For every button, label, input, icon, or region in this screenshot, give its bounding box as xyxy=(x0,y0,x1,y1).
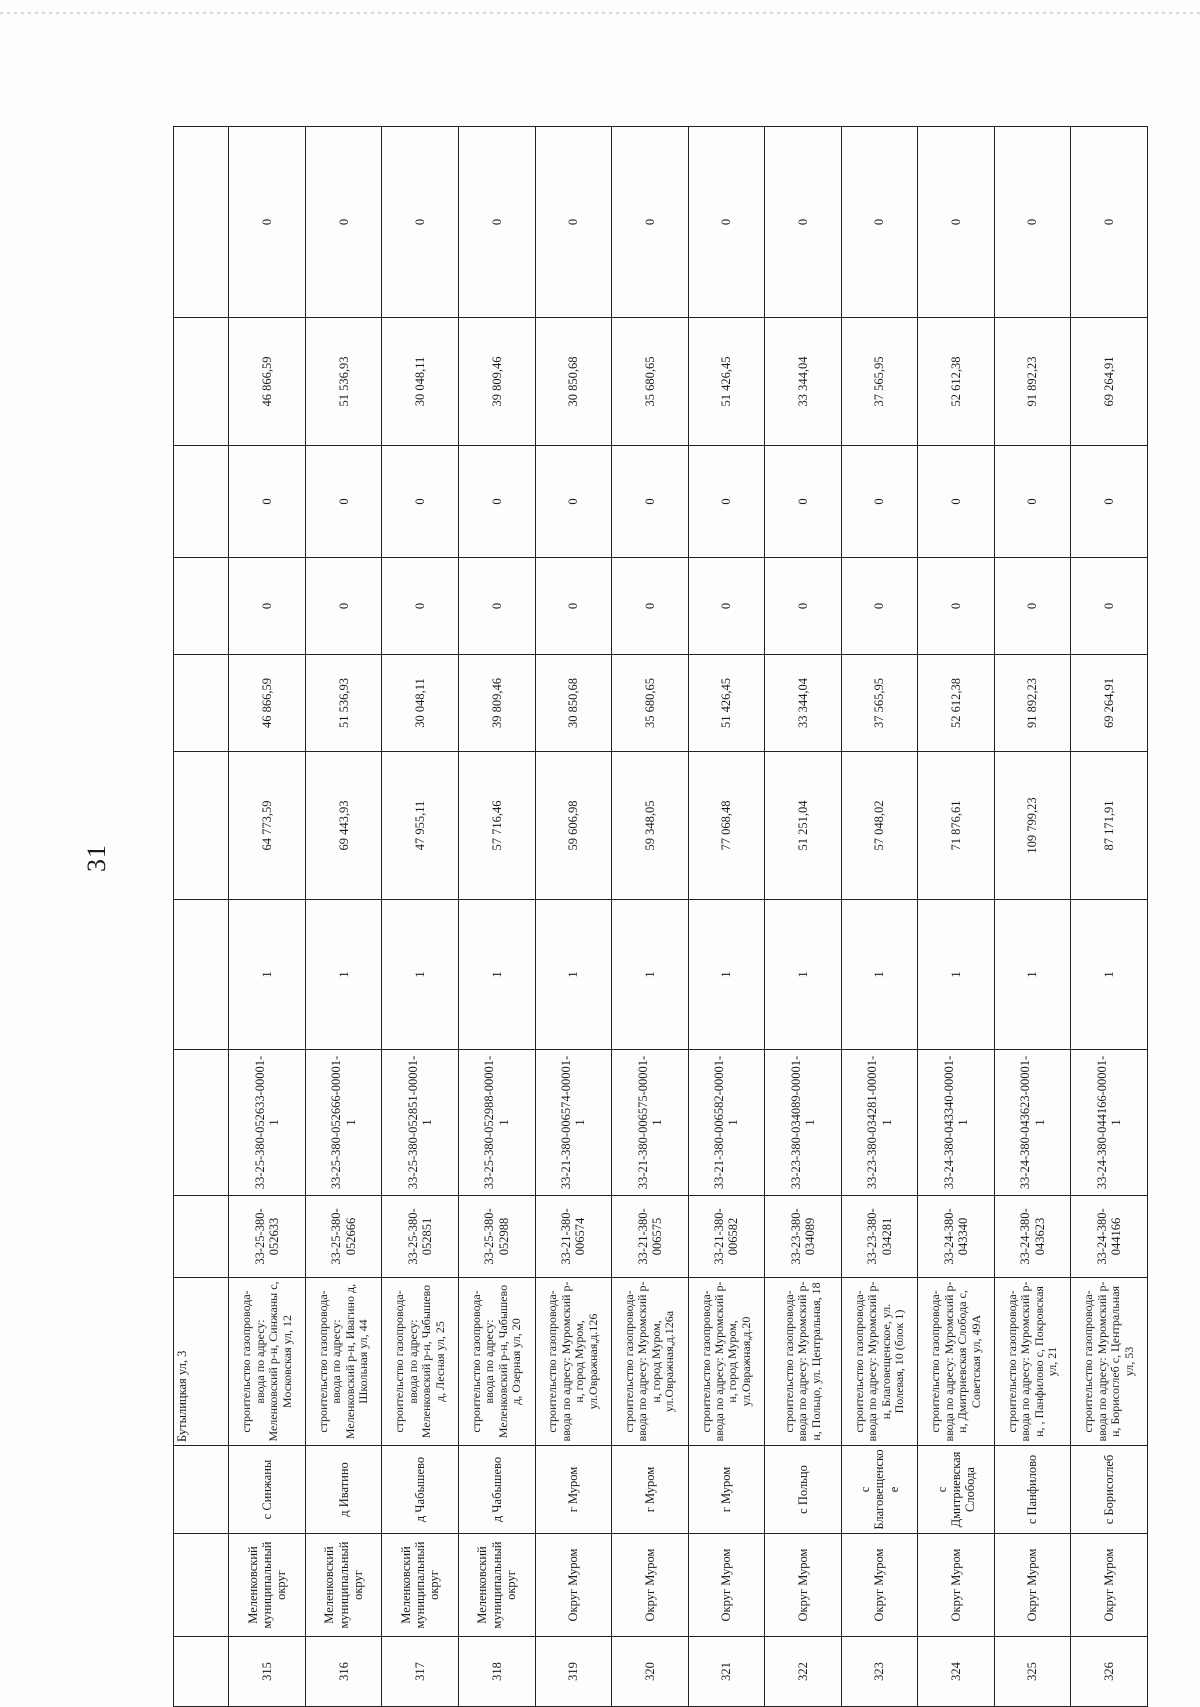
code-short-cell: 33-25-380-052988 xyxy=(459,1196,536,1278)
value-cell-4: 37 565,95 xyxy=(841,318,918,446)
object-cell: строительство газопровода-ввода по адресу: Меленковский р-н, Чабышево д, Лесная ул, 25 xyxy=(382,1278,459,1446)
table-cell xyxy=(174,318,229,446)
code-short-cell: 33-24-380-044166 xyxy=(1071,1196,1148,1278)
value-cell-3: 0 xyxy=(841,446,918,558)
cost-total-cell: 57 716,46 xyxy=(459,752,536,900)
value-cell-2: 0 xyxy=(305,558,382,655)
district-cell: Округ Муром xyxy=(1071,1534,1148,1637)
row-number: 323 xyxy=(841,1637,918,1707)
value-cell-2: 0 xyxy=(1071,558,1148,655)
code-full-cell: 33-25-380-052633-00001-1 xyxy=(229,1050,306,1196)
code-short-cell: 33-23-380-034281 xyxy=(841,1196,918,1278)
value-cell-2: 0 xyxy=(535,558,612,655)
quantity-cell: 1 xyxy=(305,900,382,1050)
value-cell-5: 0 xyxy=(305,127,382,318)
value-cell-3: 0 xyxy=(994,446,1071,558)
row-number: 315 xyxy=(229,1637,306,1707)
value-cell-5: 0 xyxy=(994,127,1071,318)
table-row xyxy=(305,127,382,1707)
value-cell-2: 0 xyxy=(459,558,536,655)
value-cell-3: 0 xyxy=(305,446,382,558)
value-cell-1: 51 536,93 xyxy=(305,655,382,752)
address-fragment-cell: Бутылицкая ул, 3 xyxy=(174,1278,229,1446)
row-number: 324 xyxy=(918,1637,995,1707)
gas-pipeline-table xyxy=(173,126,1148,1707)
table-row xyxy=(1071,127,1148,1707)
value-cell-5: 0 xyxy=(918,127,995,318)
table-row xyxy=(382,127,459,1707)
quantity-cell: 1 xyxy=(994,900,1071,1050)
value-cell-1: 46 866,59 xyxy=(229,655,306,752)
quantity-cell: 1 xyxy=(612,900,689,1050)
quantity-cell: 1 xyxy=(535,900,612,1050)
row-number: 320 xyxy=(612,1637,689,1707)
quantity-cell: 1 xyxy=(688,900,765,1050)
object-cell: строительство газопровода-ввода по адресу: Муромский р-н, Польцо, ул. Центральная, 18 xyxy=(765,1278,842,1446)
value-cell-2: 0 xyxy=(994,558,1071,655)
table-cell xyxy=(174,1534,229,1637)
value-cell-2: 0 xyxy=(765,558,842,655)
code-short-cell: 33-24-380-043340 xyxy=(918,1196,995,1278)
code-full-cell: 33-24-380-043623-00001-1 xyxy=(994,1050,1071,1196)
value-cell-5: 0 xyxy=(535,127,612,318)
value-cell-1: 69 264,91 xyxy=(1071,655,1148,752)
value-cell-1: 30 048,11 xyxy=(382,655,459,752)
value-cell-3: 0 xyxy=(612,446,689,558)
quantity-cell: 1 xyxy=(765,900,842,1050)
table-cell xyxy=(174,127,229,318)
object-cell: строительство газопровода-ввода по адресу: Меленковский р-н, Чабышево д, Озерная ул, 20 xyxy=(459,1278,536,1446)
table-row xyxy=(688,127,765,1707)
value-cell-3: 0 xyxy=(229,446,306,558)
code-full-cell: 33-24-380-043340-00001-1 xyxy=(918,1050,995,1196)
value-cell-1: 51 426,45 xyxy=(688,655,765,752)
code-short-cell: 33-21-380-006582 xyxy=(688,1196,765,1278)
value-cell-2: 0 xyxy=(612,558,689,655)
table-row xyxy=(841,127,918,1707)
code-full-cell: 33-23-380-034089-00001-1 xyxy=(765,1050,842,1196)
district-cell: Округ Муром xyxy=(765,1534,842,1637)
quantity-cell: 1 xyxy=(382,900,459,1050)
table-cell xyxy=(174,1196,229,1278)
value-cell-4: 46 866,59 xyxy=(229,318,306,446)
locality-cell: г Муром xyxy=(688,1446,765,1534)
district-cell: Округ Муром xyxy=(918,1534,995,1637)
value-cell-3: 0 xyxy=(535,446,612,558)
value-cell-4: 30 048,11 xyxy=(382,318,459,446)
code-short-cell: 33-21-380-006574 xyxy=(535,1196,612,1278)
cost-total-cell: 47 955,11 xyxy=(382,752,459,900)
code-full-cell: 33-23-380-034281-00001-1 xyxy=(841,1050,918,1196)
value-cell-4: 51 426,45 xyxy=(688,318,765,446)
code-full-cell: 33-21-380-006582-00001-1 xyxy=(688,1050,765,1196)
row-number: 318 xyxy=(459,1637,536,1707)
quantity-cell: 1 xyxy=(459,900,536,1050)
row-number: 321 xyxy=(688,1637,765,1707)
value-cell-5: 0 xyxy=(229,127,306,318)
object-cell: строительство газопровода-ввода по адресу: Муромский р-н, Борисоглеб с, Центральная ул, 53 xyxy=(1071,1278,1148,1446)
code-full-cell: 33-25-380-052851-00001-1 xyxy=(382,1050,459,1196)
quantity-cell: 1 xyxy=(229,900,306,1050)
object-cell: строительство газопровода-ввода по адресу: Меленковский р-н, Синжаны с, Московская ул, 12 xyxy=(229,1278,306,1446)
locality-cell: д Иватино xyxy=(305,1446,382,1534)
value-cell-1: 35 680,65 xyxy=(612,655,689,752)
value-cell-3: 0 xyxy=(765,446,842,558)
object-cell: строительство газопровода-ввода по адресу: Муромский р-н, город Муром, ул.Овражная,д.126а xyxy=(612,1278,689,1446)
object-cell: строительство газопровода-ввода по адресу: Муромский р-н, город Муром, ул.Овражная,д.126 xyxy=(535,1278,612,1446)
table-row xyxy=(229,127,306,1707)
locality-cell: с Польцо xyxy=(765,1446,842,1534)
value-cell-1: 39 809,46 xyxy=(459,655,536,752)
value-cell-2: 0 xyxy=(688,558,765,655)
code-full-cell: 33-21-380-006574-00001-1 xyxy=(535,1050,612,1196)
row-number: 317 xyxy=(382,1637,459,1707)
code-full-cell: 33-21-380-006575-00001-1 xyxy=(612,1050,689,1196)
value-cell-4: 33 344,04 xyxy=(765,318,842,446)
table-cell xyxy=(174,1637,229,1707)
value-cell-5: 0 xyxy=(688,127,765,318)
value-cell-4: 39 809,46 xyxy=(459,318,536,446)
value-cell-4: 51 536,93 xyxy=(305,318,382,446)
row-number: 316 xyxy=(305,1637,382,1707)
code-full-cell: 33-25-380-052988-00001-1 xyxy=(459,1050,536,1196)
cost-total-cell: 59 348,05 xyxy=(612,752,689,900)
value-cell-5: 0 xyxy=(841,127,918,318)
locality-cell: г Муром xyxy=(612,1446,689,1534)
district-cell: Округ Муром xyxy=(535,1534,612,1637)
district-cell: Округ Муром xyxy=(841,1534,918,1637)
cost-total-cell: 64 773,59 xyxy=(229,752,306,900)
table-row xyxy=(535,127,612,1707)
district-cell: Округ Муром xyxy=(612,1534,689,1637)
value-cell-1: 33 344,04 xyxy=(765,655,842,752)
object-cell: строительство газопровода-ввода по адресу: Меленковский р-н, Ивагино д, Школьная ул, 44 xyxy=(305,1278,382,1446)
object-cell: строительство газопровода-ввода по адресу: Муромский р-н, Благовещенское, ул. Полевая, 10 (блок 1) xyxy=(841,1278,918,1446)
row-number: 325 xyxy=(994,1637,1071,1707)
value-cell-4: 35 680,65 xyxy=(612,318,689,446)
table-cell xyxy=(174,1446,229,1534)
code-short-cell: 33-25-380-052666 xyxy=(305,1196,382,1278)
district-cell: Меленковский муниципальный округ xyxy=(305,1534,382,1637)
code-short-cell: 33-24-380-043623 xyxy=(994,1196,1071,1278)
row-number: 319 xyxy=(535,1637,612,1707)
cost-total-cell: 51 251,04 xyxy=(765,752,842,900)
locality-cell: д Чабышево xyxy=(382,1446,459,1534)
cost-total-cell: 109 799,23 xyxy=(994,752,1071,900)
object-cell: строительство газопровода-ввода по адресу: Муромский р-н, город Муром, ул.Овражная,д.20 xyxy=(688,1278,765,1446)
cost-total-cell: 77 068,48 xyxy=(688,752,765,900)
value-cell-5: 0 xyxy=(459,127,536,318)
cost-total-cell: 69 443,93 xyxy=(305,752,382,900)
value-cell-2: 0 xyxy=(229,558,306,655)
table-cell xyxy=(174,558,229,655)
object-cell: строительство газопровода-ввода по адресу: Муромский р-н, , Панфилово с, Покровская ул, 21 xyxy=(994,1278,1071,1446)
cost-total-cell: 59 606,98 xyxy=(535,752,612,900)
table-row xyxy=(612,127,689,1707)
district-cell: Меленковский муниципальный округ xyxy=(229,1534,306,1637)
code-short-cell: 33-25-380-052633 xyxy=(229,1196,306,1278)
table-cell xyxy=(174,1050,229,1196)
cost-total-cell: 57 048,02 xyxy=(841,752,918,900)
district-cell: Округ Муром xyxy=(688,1534,765,1637)
district-cell: Округ Муром xyxy=(994,1534,1071,1637)
value-cell-1: 30 850,68 xyxy=(535,655,612,752)
table-row xyxy=(459,127,536,1707)
row-number: 322 xyxy=(765,1637,842,1707)
table-cell xyxy=(174,752,229,900)
code-full-cell: 33-24-380-044166-00001-1 xyxy=(1071,1050,1148,1196)
quantity-cell: 1 xyxy=(1071,900,1148,1050)
data-table-rotated xyxy=(173,127,1148,1707)
value-cell-5: 0 xyxy=(765,127,842,318)
value-cell-1: 52 612,38 xyxy=(918,655,995,752)
table-row-continuation xyxy=(174,127,229,1707)
value-cell-3: 0 xyxy=(459,446,536,558)
locality-cell: с Синжаны xyxy=(229,1446,306,1534)
table-row xyxy=(918,127,995,1707)
code-short-cell: 33-21-380-006575 xyxy=(612,1196,689,1278)
value-cell-2: 0 xyxy=(841,558,918,655)
cost-total-cell: 71 876,61 xyxy=(918,752,995,900)
cost-total-cell: 87 171,91 xyxy=(1071,752,1148,900)
locality-cell: д Чабышево xyxy=(459,1446,536,1534)
row-number: 326 xyxy=(1071,1637,1148,1707)
value-cell-2: 0 xyxy=(382,558,459,655)
value-cell-4: 52 612,38 xyxy=(918,318,995,446)
value-cell-3: 0 xyxy=(688,446,765,558)
district-cell: Меленковский муниципальный округ xyxy=(382,1534,459,1637)
page-number: 31 xyxy=(82,844,111,872)
quantity-cell: 1 xyxy=(841,900,918,1050)
scan-edge-artifact xyxy=(0,12,1200,14)
table-row xyxy=(994,127,1071,1707)
code-short-cell: 33-25-380-052851 xyxy=(382,1196,459,1278)
value-cell-4: 69 264,91 xyxy=(1071,318,1148,446)
table-cell xyxy=(174,655,229,752)
value-cell-1: 91 892,23 xyxy=(994,655,1071,752)
table-row xyxy=(765,127,842,1707)
locality-cell: с Благовещенское xyxy=(841,1446,918,1534)
value-cell-1: 37 565,95 xyxy=(841,655,918,752)
object-cell: строительство газопровода-ввода по адресу: Муромский р-н, Дмитриевская Слобода с, Советская ул, 49А xyxy=(918,1278,995,1446)
locality-cell: г Муром xyxy=(535,1446,612,1534)
value-cell-4: 30 850,68 xyxy=(535,318,612,446)
value-cell-5: 0 xyxy=(1071,127,1148,318)
value-cell-3: 0 xyxy=(918,446,995,558)
value-cell-5: 0 xyxy=(612,127,689,318)
value-cell-5: 0 xyxy=(382,127,459,318)
value-cell-2: 0 xyxy=(918,558,995,655)
table-cell xyxy=(174,446,229,558)
locality-cell: с Борисоглеб xyxy=(1071,1446,1148,1534)
table-cell xyxy=(174,900,229,1050)
quantity-cell: 1 xyxy=(918,900,995,1050)
value-cell-3: 0 xyxy=(382,446,459,558)
code-short-cell: 33-23-380-034089 xyxy=(765,1196,842,1278)
code-full-cell: 33-25-380-052666-00001-1 xyxy=(305,1050,382,1196)
district-cell: Меленковский муниципальный округ xyxy=(459,1534,536,1637)
locality-cell: с Панфилово xyxy=(994,1446,1071,1534)
value-cell-3: 0 xyxy=(1071,446,1148,558)
value-cell-4: 91 892,23 xyxy=(994,318,1071,446)
locality-cell: с Дмитриевская Слобода xyxy=(918,1446,995,1534)
